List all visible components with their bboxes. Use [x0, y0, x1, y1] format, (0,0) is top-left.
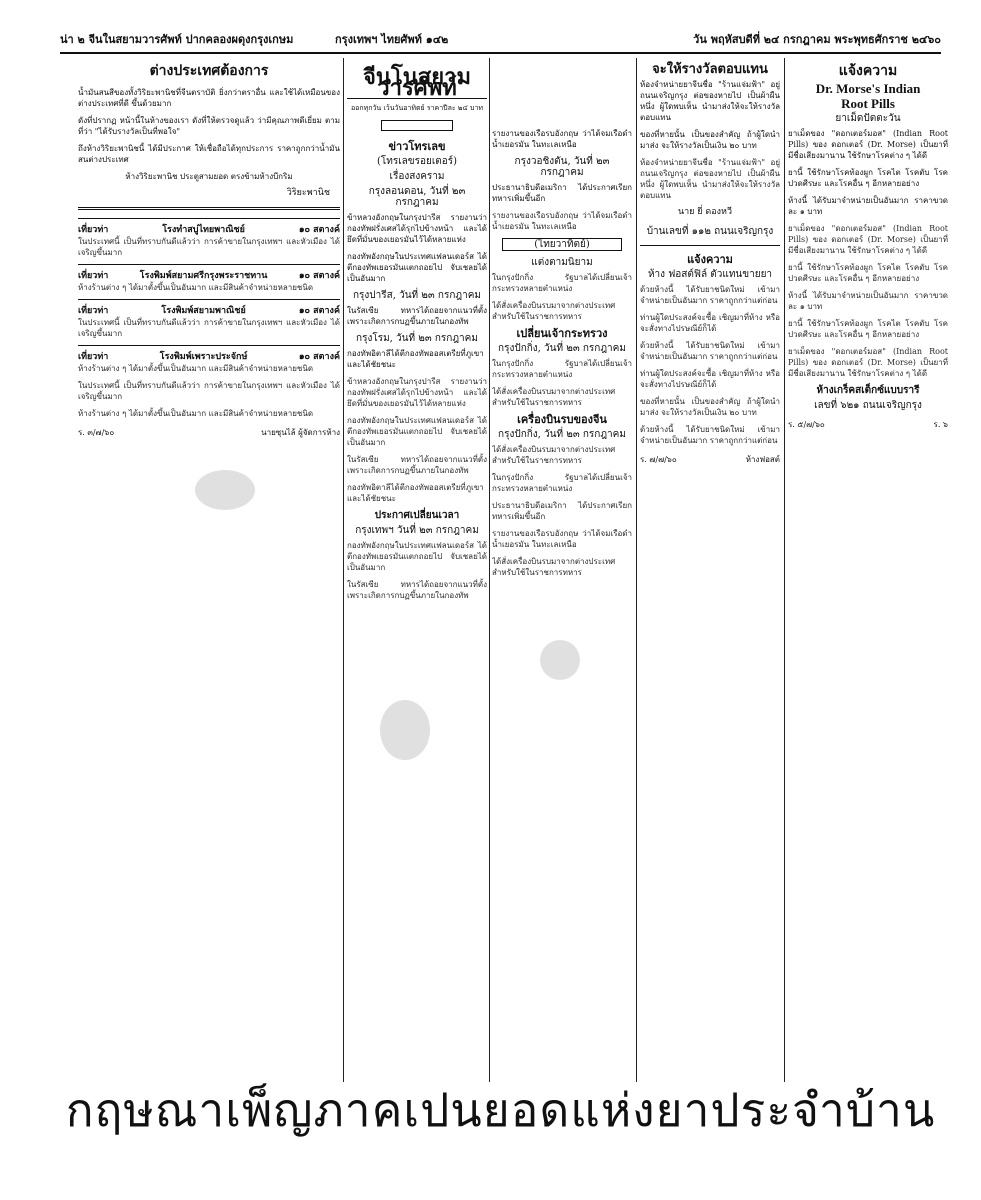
notice-label: เที่ยวท่า — [78, 352, 109, 362]
section-headline: เรื่องสงคราม — [389, 171, 445, 182]
column-rule — [343, 58, 344, 1082]
news-paragraph: ได้สั่งเครื่องบินรบมาจากต่างประเทศ สำหรับใช้ในราชการทหาร — [492, 557, 616, 577]
col5-closing: ห้างเกร็คสเต็กซ์แบบรารี — [816, 385, 920, 396]
col1-paragraph: ดังที่ปรากฏ หน้านี้ในห้างของเรา ดังที่ให้ตรวจดูแล้ว ว่ามีคุณภาพดีเยี่ยม ตามที่ว่า "ได้รับรางวัลเป็นที่พอใจ" — [78, 116, 340, 136]
scan-artifact — [540, 640, 580, 680]
sub-head: ประกาศเปลี่ยนเวลา — [374, 510, 460, 521]
header-mid: กรุงเทพฯ ไทยศัพท์ ๑๔๒ — [335, 33, 449, 46]
notice-body: ในประเทศนี้ เป็นที่ทราบกันดีแล้วว่า การค้าขายในกรุงเทพฯ และหัวเมือง ได้เจริญขึ้นมาก — [78, 381, 340, 401]
ad-paragraph: ห้างนี้ ได้รับมาจำหน่ายเป็นอันมาก ราคาขวดละ ๑ บาท — [788, 196, 948, 216]
news-paragraph: ประธานาธิบดีอเมริกา ได้ประกาศเรียกทหารเพิ่มขึ้นอีก — [492, 501, 632, 521]
news-paragraph: กองทัพอังกฤษในประเทศแฟลนเดอร์ส ได้ตีกองทัพเยอรมันแตกถอยไป จับเชลยได้เป็นอันมาก — [347, 252, 487, 283]
ad-paragraph: ด้วยห้างนี้ ได้รับยาชนิดใหม่ เข้ามาจำหน่ายเป็นอันมาก ราคาถูกกว่าแต่ก่อน — [640, 425, 780, 445]
col4-sig-sub: บ้านเลขที่ ๑๑๒ ถนนเจริญกรุง — [646, 226, 774, 237]
header-rule — [60, 52, 941, 54]
header-left: น่า ๒ จีนในสยามวารศัพท์ ปากคลองผดุงกรุงเกษม — [60, 33, 294, 46]
notice-title: โรงพิมพ์สยามพาณิชย์ — [161, 306, 246, 316]
ad-paragraph: ห้องจำหน่ายยาจีนชื่อ "ร้านแจ่มฟ้า" อยู่ถนนเจริญกรุง ต่อของหายไป เป็นผ้าผืนหนึ่ง ผู้ใดพบเห็น นำมาส่งให้จะให้รางวัลตอบแทน — [640, 158, 780, 200]
column-5 — [788, 58, 948, 1082]
column-rule — [636, 58, 637, 1082]
footer-sign: ร. ๖ — [933, 420, 948, 429]
notice-label: เที่ยวท่า — [78, 225, 109, 235]
notice-title: แจ้งความ — [687, 253, 733, 266]
notice-title: โรงพิมพ์เพราะประจักษ์ — [159, 352, 248, 362]
col5-addr: เลขที่ ๖๒๑ ถนนเจริญกรุง — [814, 400, 922, 411]
news-paragraph: รายงานของเรือรบอังกฤษ ว่าได้จมเรือดำน้ำเยอรมัน ในทะเลเหนือ — [492, 129, 632, 149]
col1-paragraph: น้ำมันสนสีของทั้งวิริยะพานิชที่จีนตราบัติ ยิ่งกว่าตราอื่น และใช้ได้เหมือนของต่างประเทศที่ดี ขึ้นด้วยมาก — [78, 88, 340, 108]
notice-block — [78, 218, 340, 258]
col1-footer — [78, 427, 340, 438]
ad-paragraph: ยานี้ ใช้รักษาโรคท้องผูก โรคไต โรคตับ โรคปวดศีรษะ และโรคอื่น ๆ อีกหลายอย่าง — [788, 319, 948, 339]
col1-paragraph: ถึงห้างวิริยะพานิชนี้ ได้มีประกาศ ให้เชื่อถือได้ทุกประการ ราคาถูกกว่าน้ำมันสนต่างประเทศ — [78, 144, 340, 164]
scan-artifact — [195, 470, 255, 510]
dateline: กรุงปักกิ่ง, วันที่ ๒๓ กรกฎาคม — [498, 429, 626, 440]
news-paragraph: รายงานของเรือรบอังกฤษ ว่าได้จมเรือดำน้ำเยอรมัน ในทะเลเหนือ — [492, 529, 632, 549]
ad-paragraph: ยาเม็ดของ "ดอกเตอร์มอส" (Indian Root Pills) ของ ดอกเตอร์ (Dr. Morse) เป็นยาที่มีชื่อเสียงมานาน ใช้รักษาโรคต่าง ๆ ได้ดี — [788, 129, 948, 160]
masthead-sub: ออกทุกวัน เว้นวันอาทิตย์ ราคาปีละ ๒๔ บาท — [350, 104, 484, 112]
news-paragraph: กองทัพอิตาลีได้ตีกองทัพออสเตรียที่ภูเขา และได้ชัยชนะ — [347, 349, 484, 369]
divider — [78, 207, 340, 210]
masthead-title: จีนโนสยามวารศัพท์ — [347, 72, 487, 99]
notice-body: ห้างร้านต่าง ๆ ได้มาตั้งขึ้นเป็นอันมาก และมีสินค้าจำหน่ายหลายชนิด — [78, 283, 314, 292]
ad-paragraph: ห้องจำหน่ายยาจีนชื่อ "ร้านแจ่มฟ้า" อยู่ถนนเจริญกรุง ต่อของหายไป เป็นผ้าผืนหนึ่ง ผู้ใดพบเห็น นำมาส่งให้จะให้รางวัลตอบแทน — [640, 80, 780, 122]
news-paragraph: ข้าหลวงอังกฤษในกรุงปารีส รายงานว่า กองทัพฝรั่งเศสได้รุกไปข้างหน้า และได้ยึดที่มั่นของเยอรมันไว้ได้หลายแห่ง — [347, 213, 487, 244]
news-paragraph: กองทัพอังกฤษในประเทศแฟลนเดอร์ส ได้ตีกองทัพเยอรมันแตกถอยไป จับเชลยได้เป็นอันมาก — [347, 416, 487, 447]
ad-paragraph: ห้างนี้ ได้รับมาจำหน่ายเป็นอันมาก ราคาขวดละ ๑ บาท — [788, 291, 948, 311]
news-paragraph: ในกรุงปักกิ่ง รัฐบาลได้เปลี่ยนเจ้ากระทรวงหลายตำแหน่ง — [492, 473, 632, 493]
notice-price: ๑๐ สตางค์ — [298, 352, 340, 362]
footer-sign: นายซุนไล้ ผู้จัดการห้าง — [261, 428, 340, 437]
dateline: กรุงปักกิ่ง, วันที่ ๒๓ กรกฎาคม — [498, 343, 626, 354]
col4-title: จะให้รางวัลตอบแทน — [652, 62, 768, 77]
notice-block — [78, 264, 340, 293]
notice-block — [78, 345, 340, 419]
masthead-box — [381, 120, 453, 131]
notice-body: ในประเทศนี้ เป็นที่ทราบกันดีแล้วว่า การค้าขายในกรุงเทพฯ และหัวเมือง ได้เจริญขึ้นมาก — [78, 318, 340, 338]
column-3 — [492, 58, 632, 1082]
col1-paragraph: ห้างวิริยะพานิช ประตูสามยอด ตรงข้ามห้างบีกริม — [125, 172, 293, 181]
notice-title: โรงพิมพ์สยามศรีกรุงพระราชทาน — [139, 271, 268, 281]
notice-sub: ห้าง ฟอสต์ฟิล์ ตัวแทนขายยา — [647, 269, 773, 280]
notice-price: ๑๐ สตางค์ — [298, 271, 340, 281]
column-rule — [489, 58, 490, 1082]
news-paragraph: ประธานาธิบดีอเมริกา ได้ประกาศเรียกทหารเพิ่มขึ้นอีก — [492, 183, 632, 203]
section-sub: (โทรเลขรอยเตอร์) — [376, 156, 458, 167]
notice-price: ๑๐ สตางค์ — [298, 225, 340, 235]
col4-footer — [640, 454, 780, 465]
notice-body: ห้างร้านต่าง ๆ ได้มาตั้งขึ้นเป็นอันมาก และมีสินค้าจำหน่ายหลายชนิด — [78, 364, 314, 373]
news-paragraph: ข้าหลวงอังกฤษในกรุงปารีส รายงานว่า กองทัพฝรั่งเศสได้รุกไปข้างหน้า และได้ยึดที่มั่นของเยอรมันไว้ได้หลายแห่ง — [347, 377, 487, 408]
notice-label: เที่ยวท่า — [78, 306, 109, 316]
ad-paragraph: ของที่หายนั้น เป็นของสำคัญ ถ้าผู้ใดนำมาส่ง จะให้รางวัลเป็นเงิน ๒๐ บาท — [640, 130, 780, 150]
notice-block — [78, 299, 340, 339]
col1-signature: วิริยะพานิช — [286, 188, 330, 198]
divider — [640, 245, 780, 246]
notice-label: เที่ยวท่า — [78, 271, 109, 281]
bottom-banner: กฤษณาเพ็ญภาคเปนยอดแห่งยาประจำบ้าน — [65, 1083, 936, 1137]
section-title: เปลี่ยนเจ้ากระทรวง — [516, 327, 608, 340]
news-paragraph: ในรัสเซีย ทหารได้ถอยจากแนวที่ตั้ง เพราะเกิดการกบฏขึ้นภายในกองทัพ — [347, 580, 487, 600]
section-title: ข่าวโทรเลข — [388, 140, 446, 153]
scan-artifact — [380, 700, 430, 760]
notice-body: ในประเทศนี้ เป็นที่ทราบกันดีแล้วว่า การค้าขายในกรุงเทพฯ และหัวเมือง ได้เจริญขึ้นมาก — [78, 237, 340, 257]
ad-paragraph: ยาเม็ดของ "ดอกเตอร์มอส" (Indian Root Pills) ของ ดอกเตอร์ (Dr. Morse) เป็นยาที่มีชื่อเสียงมานาน ใช้รักษาโรคต่าง ๆ ได้ดี — [788, 224, 948, 255]
ad-paragraph: ด้วยห้างนี้ ได้รับยาชนิดใหม่ เข้ามาจำหน่ายเป็นอันมาก ราคาถูกกว่าแต่ก่อน — [640, 285, 780, 305]
header-right: วัน พฤหัสบดีที่ ๒๔ กรกฎาคม พระพุทธศักราช ๒๔๖๐ — [693, 33, 941, 46]
footer-date: ร. ๕/๗/๖๐ — [788, 420, 825, 429]
dateline: กรุงวอชิงตัน, วันที่ ๒๓ กรกฎาคม — [514, 156, 610, 178]
dateline: กรุงปารีส, วันที่ ๒๓ กรกฎาคม — [352, 290, 482, 301]
col1-title: ต่างประเทศต้องการ — [149, 63, 269, 79]
ad-paragraph: ท่านผู้ใดประสงค์จะซื้อ เชิญมาที่ห้าง หรือจะสั่งทางไปรษณีย์ก็ได้ — [640, 313, 780, 333]
col5-sub: ยาเม็ดปัตตะวัน — [835, 113, 901, 124]
col5-title: แจ้งความ — [838, 63, 898, 79]
latin-line: Root Pills — [841, 96, 895, 111]
notice-body: ห้างร้านต่าง ๆ ได้มาตั้งขึ้นเป็นอันมาก และมีสินค้าจำหน่ายหลายชนิด — [78, 409, 314, 418]
section-title: เครื่องบินรบของจีน — [517, 413, 607, 426]
footer-date: ร. ๗/๗/๖๐ — [640, 455, 677, 464]
footer-date: ร. ๓/๗/๖๐ — [78, 428, 115, 437]
column-4 — [640, 58, 780, 1082]
latin-line: Dr. Morse's Indian — [815, 81, 921, 96]
news-paragraph: ได้สั่งเครื่องบินรบมาจากต่างประเทศ สำหรับใช้ในราชการทหาร — [492, 387, 616, 407]
ad-paragraph: ท่านผู้ใดประสงค์จะซื้อ เชิญมาที่ห้าง หรือจะสั่งทางไปรษณีย์ก็ได้ — [640, 369, 780, 389]
dateline: กรุงลอนดอน, วันที่ ๒๓ กรกฎาคม — [368, 186, 466, 208]
dateline: กรุงโรม, วันที่ ๒๓ กรกฎาคม — [356, 333, 478, 344]
ad-paragraph: ยานี้ ใช้รักษาโรคท้องผูก โรคไต โรคตับ โรคปวดศีรษะ และโรคอื่น ๆ อีกหลายอย่าง — [788, 168, 948, 188]
news-paragraph: ในกรุงปักกิ่ง รัฐบาลได้เปลี่ยนเจ้ากระทรวงหลายตำแหน่ง — [492, 359, 632, 379]
notice-price: ๑๐ สตางค์ — [298, 306, 340, 316]
ad-paragraph: ยาเม็ดของ "ดอกเตอร์มอส" (Indian Root Pills) ของ ดอกเตอร์ (Dr. Morse) เป็นยาที่มีชื่อเสียงมานาน ใช้รักษาโรคต่าง ๆ ได้ดี — [788, 347, 948, 378]
page-header — [60, 28, 941, 50]
news-paragraph: ได้สั่งเครื่องบินรบมาจากต่างประเทศ สำหรับใช้ในราชการทหาร — [492, 445, 616, 465]
ad-paragraph: ด้วยห้างนี้ ได้รับยาชนิดใหม่ เข้ามาจำหน่ายเป็นอันมาก ราคาถูกกว่าแต่ก่อน — [640, 341, 780, 361]
news-paragraph: ในกรุงปักกิ่ง รัฐบาลได้เปลี่ยนเจ้ากระทรวงหลายตำแหน่ง — [492, 273, 632, 293]
news-paragraph: กองทัพอิตาลีได้ตีกองทัพออสเตรียที่ภูเขา และได้ชัยชนะ — [347, 483, 484, 503]
notice-title: โรงทำสบู่ไทยพาณิชย์ — [162, 225, 245, 235]
column-rule — [784, 58, 785, 1082]
ad-paragraph: ยานี้ ใช้รักษาโรคท้องผูก โรคไต โรคตับ โรคปวดศีรษะ และโรคอื่น ๆ อีกหลายอย่าง — [788, 263, 948, 283]
column-2 — [347, 58, 487, 1082]
boxed-sub: แต่งตามนิยาม — [531, 257, 593, 268]
dateline: กรุงเทพฯ วันที่ ๒๓ กรกฎาคม — [355, 525, 479, 536]
news-paragraph: รายงานของเรือรบอังกฤษ ว่าได้จมเรือดำน้ำเยอรมัน ในทะเลเหนือ — [492, 211, 632, 231]
news-paragraph: ได้สั่งเครื่องบินรบมาจากต่างประเทศ สำหรับใช้ในราชการทหาร — [492, 301, 616, 321]
footer-sign: ห้างฟอสต์ — [745, 455, 780, 464]
news-paragraph: ในรัสเซีย ทหารได้ถอยจากแนวที่ตั้ง เพราะเกิดการกบฏขึ้นภายในกองทัพ — [347, 306, 487, 326]
news-paragraph: ในรัสเซีย ทหารได้ถอยจากแนวที่ตั้ง เพราะเกิดการกบฏขึ้นภายในกองทัพ — [347, 455, 487, 475]
col5-footer — [788, 419, 948, 430]
col4-signature: นาย ยี่ ดองหวี — [677, 207, 733, 217]
column-1 — [78, 58, 340, 1082]
news-paragraph: กองทัพอังกฤษในประเทศแฟลนเดอร์ส ได้ตีกองทัพเยอรมันแตกถอยไป จับเชลยได้เป็นอันมาก — [347, 541, 487, 572]
ad-paragraph: ของที่หายนั้น เป็นของสำคัญ ถ้าผู้ใดนำมาส่ง จะให้รางวัลเป็นเงิน ๒๐ บาท — [640, 397, 780, 417]
boxed-title: (ไทยวาทิตย์) — [502, 238, 622, 251]
